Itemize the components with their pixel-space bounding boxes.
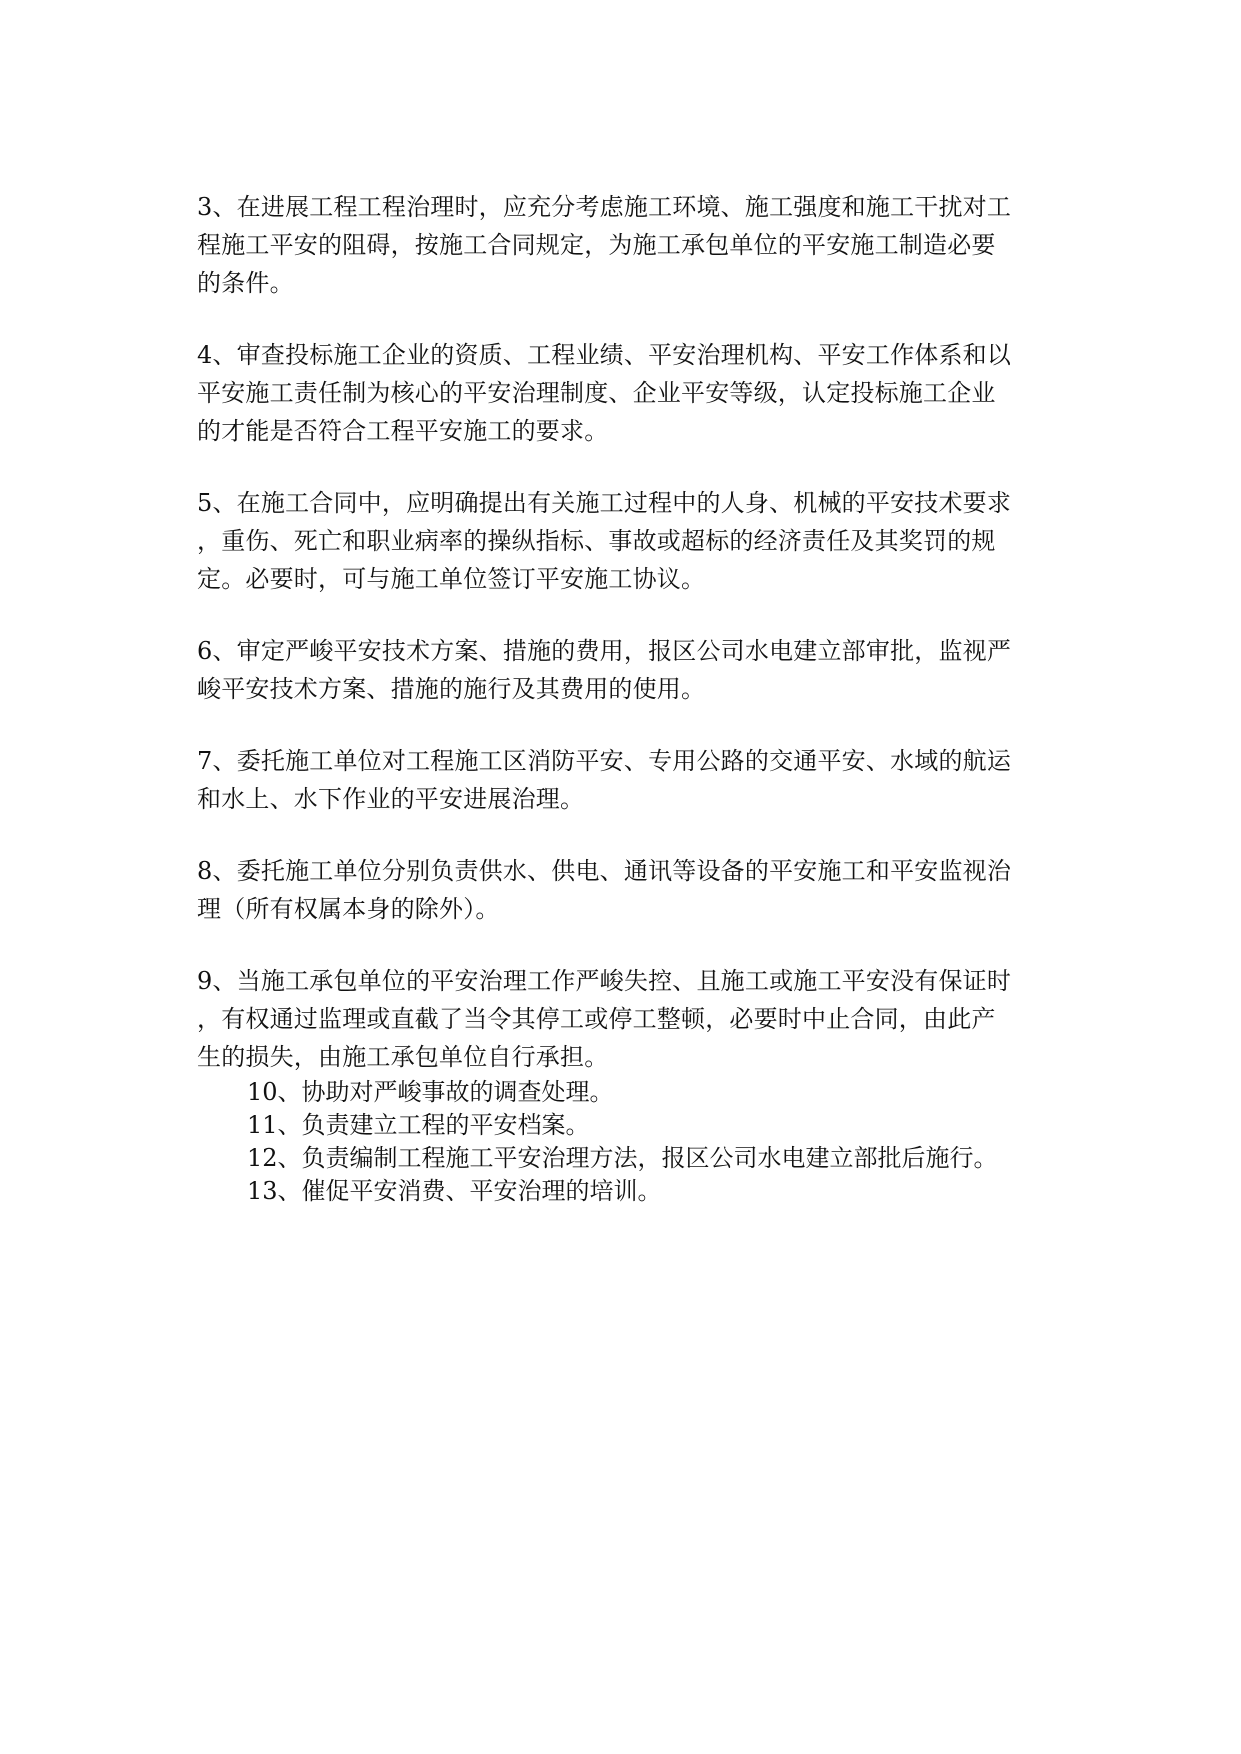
paragraph-line: 9、当施工承包单位的平安治理工作严峻失控、且施工或施工平安没有保证时 bbox=[197, 967, 1012, 995]
list-item-13: 13、催促平安消费、平安治理的培训。 bbox=[247, 1177, 662, 1205]
indented-item-list bbox=[197, 1076, 1047, 1208]
paragraph-item-7 bbox=[197, 742, 1047, 818]
list-item-11: 11、负责建立工程的平安档案。 bbox=[247, 1111, 590, 1139]
paragraph-item-6 bbox=[197, 632, 1047, 708]
list-item-12: 12、负责编制工程施工平安治理方法，报区公司水电建立部批后施行。 bbox=[247, 1144, 998, 1172]
paragraph-line: 7、委托施工单位对工程施工区消防平安、专用公路的交通平安、水域的航运 bbox=[197, 747, 1012, 775]
paragraph-line: ，重伤、死亡和职业病率的操纵指标、事故或超标的经济责任及其奖罚的规 bbox=[197, 527, 996, 555]
paragraph-line: 峻平安技术方案、措施的施行及其费用的使用。 bbox=[197, 675, 706, 703]
paragraph-line: 的条件。 bbox=[197, 269, 294, 297]
paragraph-line: ，有权通过监理或直截了当令其停工或停工整顿，必要时中止合同，由此产 bbox=[197, 1005, 996, 1033]
paragraph-line: 的才能是否符合工程平安施工的要求。 bbox=[197, 417, 609, 445]
paragraph-item-9 bbox=[197, 962, 1047, 1076]
paragraph-line: 8、委托施工单位分别负责供水、供电、通讯等设备的平安施工和平安监视治 bbox=[197, 857, 1012, 885]
paragraph-line: 理（所有权属本身的除外）。 bbox=[197, 895, 500, 923]
paragraph-line: 3、在进展工程工程治理时，应充分考虑施工环境、施工强度和施工干扰对工 bbox=[197, 193, 1012, 221]
paragraph-item-3 bbox=[197, 188, 1047, 302]
paragraph-line: 5、在施工合同中，应明确提出有关施工过程中的人身、机械的平安技术要求 bbox=[197, 489, 1012, 517]
paragraph-item-4 bbox=[197, 336, 1047, 450]
list-item-10: 10、协助对严峻事故的调查处理。 bbox=[247, 1078, 614, 1106]
document-body bbox=[197, 188, 1047, 1208]
paragraph-line: 程施工平安的阻碍，按施工合同规定，为施工承包单位的平安施工制造必要 bbox=[197, 231, 996, 259]
paragraph-line: 6、审定严峻平安技术方案、措施的费用，报区公司水电建立部审批，监视严 bbox=[197, 637, 1012, 665]
paragraph-item-5 bbox=[197, 484, 1047, 598]
paragraph-line: 4、审查投标施工企业的资质、工程业绩、平安治理机构、平安工作体系和以 bbox=[197, 341, 1012, 369]
paragraph-line: 定。必要时，可与施工单位签订平安施工协议。 bbox=[197, 565, 706, 593]
paragraph-line: 和水上、水下作业的平安进展治理。 bbox=[197, 785, 585, 813]
paragraph-item-8 bbox=[197, 852, 1047, 928]
paragraph-line: 生的损失，由施工承包单位自行承担。 bbox=[197, 1043, 609, 1071]
paragraph-line: 平安施工责任制为核心的平安治理制度、企业平安等级，认定投标施工企业 bbox=[197, 379, 996, 407]
